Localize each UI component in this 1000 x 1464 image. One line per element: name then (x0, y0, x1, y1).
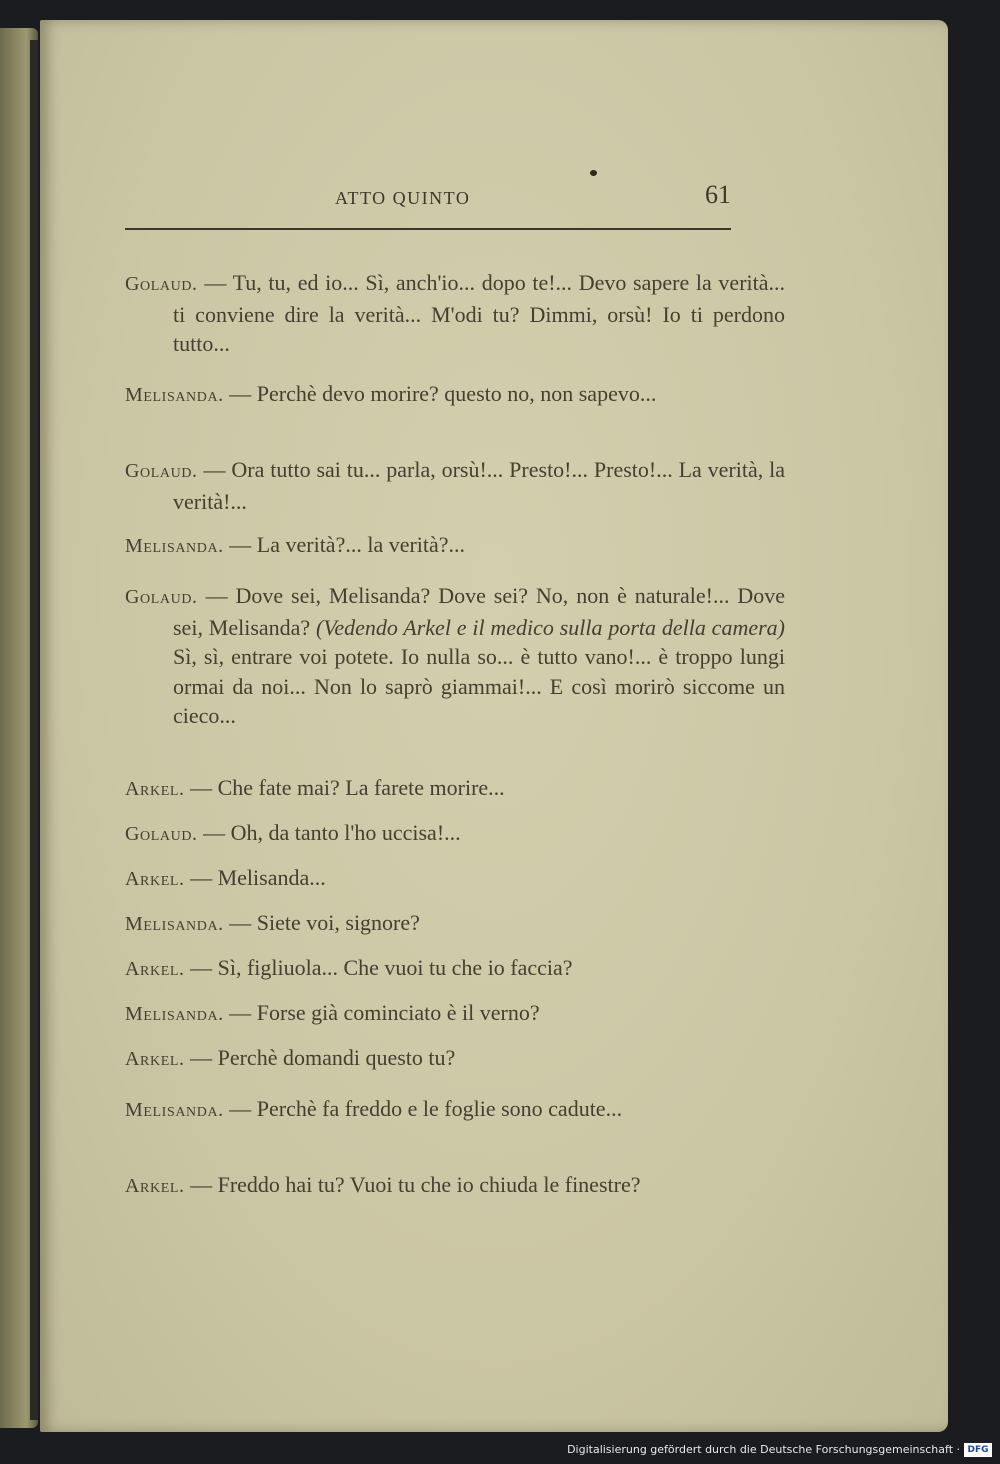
speech-arkel-4 (125, 1043, 785, 1075)
speech-text: La verità?... la verità?... (256, 532, 466, 557)
speech-text: Forse già cominciato è il verno? (256, 1000, 540, 1025)
speaker-name: Golaud. (125, 586, 198, 608)
speaker-name: Golaud. (125, 823, 198, 845)
running-head: ATTO QUINTO (335, 188, 471, 208)
speech-melisanda-1 (125, 379, 785, 411)
speech-text: Ora tutto sai tu... parla, orsù!... Presto!... Presto!... La verità, la verità!... (173, 457, 785, 514)
speaker-name: Melisanda. (125, 1099, 224, 1121)
footer-bar (0, 1436, 1000, 1464)
speech-golaud-1 (125, 268, 785, 359)
speech-arkel-5 (125, 1170, 785, 1202)
dfg-logo: DFG (964, 1443, 992, 1457)
speech-text: Perchè devo morire? questo no, non sapevo... (256, 381, 657, 406)
dash: — (190, 955, 213, 980)
dash: — (229, 1096, 252, 1121)
speaker-name: Arkel. (125, 778, 185, 800)
speech-arkel-2 (125, 863, 785, 895)
speaker-name: Arkel. (125, 1048, 185, 1070)
speaker-name: Arkel. (125, 1175, 185, 1197)
page-header (125, 180, 731, 230)
ink-speck (590, 170, 597, 176)
speech-text: Sì, sì, entrare voi potete. Io nulla so... è tutto vano!... è troppo lungi ormai da noi... Non lo saprò giammai!... E così morirò siccome un cieco... (173, 644, 785, 728)
dash: — (203, 820, 226, 845)
speech-golaud-3 (125, 581, 785, 731)
speaker-name: Melisanda. (125, 535, 224, 557)
dash: — (190, 775, 213, 800)
speech-arkel-3 (125, 953, 785, 985)
speech-arkel-1 (125, 773, 785, 805)
speaker-name: Golaud. (125, 273, 198, 295)
speech-text: Siete voi, signore? (256, 910, 420, 935)
page-number: 61 (705, 180, 731, 209)
speech-text: Tu, tu, ed io... Sì, anch'io... dopo te!... Devo sapere la verità... ti conviene dire la verità... M'odi tu? Dimmi, orsù! Io ti perdono tutto... (173, 270, 786, 356)
speaker-name: Melisanda. (125, 384, 224, 406)
speech-text: Perchè domandi questo tu? (217, 1045, 456, 1070)
dash: — (229, 381, 252, 406)
speech-text: Melisanda... (217, 865, 326, 890)
speaker-name: Melisanda. (125, 1003, 224, 1025)
speech-golaud-2 (125, 455, 785, 516)
speech-text: Che fate mai? La farete morire... (217, 775, 505, 800)
speech-text: Dove sei, Melisanda? Dove sei? No, non è naturale!... Dove sei, Melisanda? (173, 583, 786, 640)
speaker-name: Arkel. (125, 958, 185, 980)
dash: — (229, 532, 252, 557)
speech-melisanda-4 (125, 998, 785, 1030)
dash: — (190, 1045, 213, 1070)
speaker-name: Melisanda. (125, 913, 224, 935)
speech-text: Perchè fa freddo e le foglie sono cadute... (256, 1096, 623, 1121)
dash: — (190, 865, 213, 890)
digitization-credit: Digitalisierung gefördert durch die Deutsche Forschungsgemeinschaft · (567, 1443, 960, 1456)
speech-melisanda-3 (125, 908, 785, 940)
speaker-name: Arkel. (125, 868, 185, 890)
speaker-name: Golaud. (125, 460, 198, 482)
stage-direction: (Vedendo Arkel e il medico sulla porta della camera) (316, 614, 785, 640)
speech-golaud-4 (125, 818, 785, 850)
speech-text: Oh, da tanto l'ho uccisa!... (230, 820, 461, 845)
dash: — (203, 457, 226, 482)
dash: — (229, 1000, 252, 1025)
dash: — (190, 1172, 213, 1197)
dash: — (204, 270, 227, 295)
speech-melisanda-5 (125, 1094, 785, 1126)
dash: — (229, 910, 252, 935)
speech-text: Sì, figliuola... Che vuoi tu che io faccia? (217, 955, 573, 980)
dash: — (205, 583, 228, 608)
speech-melisanda-2 (125, 530, 785, 562)
book-gutter (30, 40, 38, 1420)
speech-text: Freddo hai tu? Vuoi tu che io chiuda le finestre? (217, 1172, 641, 1197)
